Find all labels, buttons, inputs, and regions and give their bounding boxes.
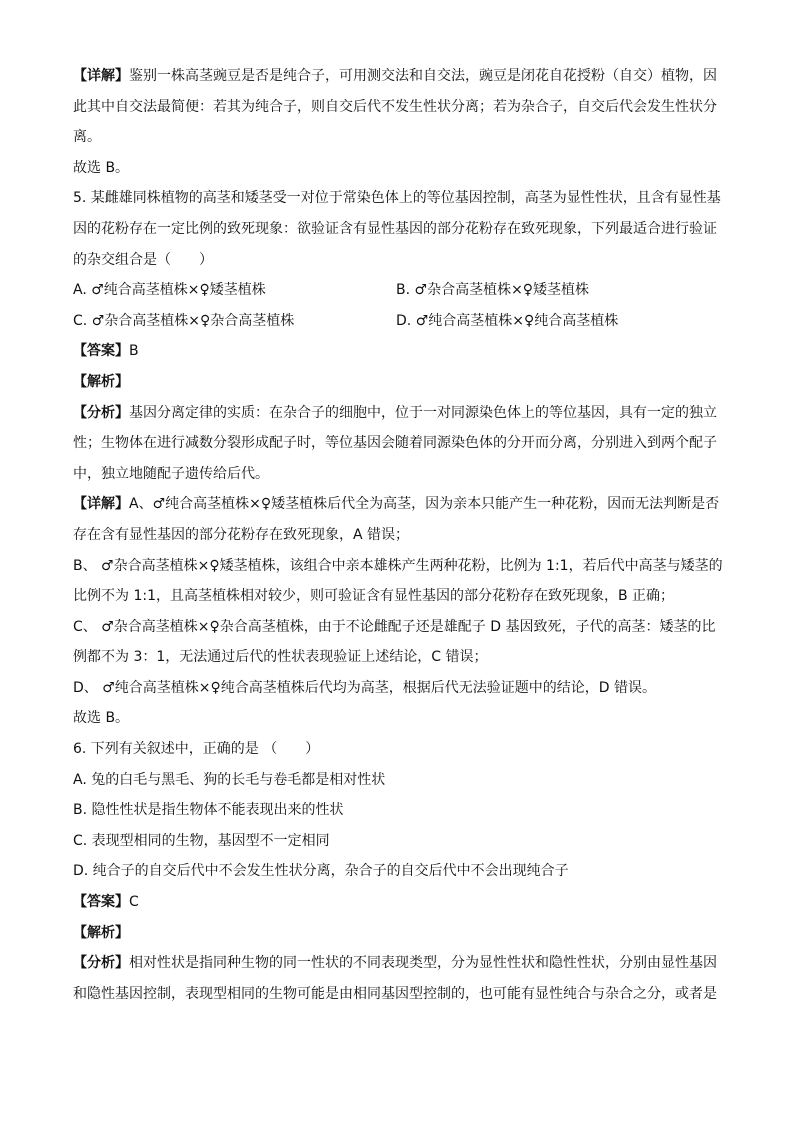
answer-tag: 【答案】 [73, 894, 129, 911]
line-text: 比例不为 1:1，且高茎植株相对较少，则可验证含有显性基因的部分花粉存在致死现象，B 正确； [73, 588, 675, 605]
text-line [73, 647, 722, 667]
option-d [396, 311, 719, 331]
text-line [73, 708, 722, 728]
analysis-tag: 【解析】 [73, 373, 129, 390]
option-text: ♂杂合高茎植株×♀矮茎植株 [414, 282, 590, 299]
question-stem-line: 6. 下列有关叙述中，正确的是 （ ） [73, 741, 320, 758]
line-text: 此其中自交法最简便：若其为纯合子，则自交后代不发生性状分离；若为杂合子，自交后代会发生性状分 [73, 98, 717, 115]
option-c [73, 311, 396, 331]
option-label: B. [396, 282, 411, 299]
answer-value: C [129, 894, 139, 911]
line-text: B、 ♂杂合高茎植株×♀矮茎植株，该组合中亲本雄株产生两种花粉，比例为 1:1，若后代中高茎与矮茎的 [73, 557, 723, 574]
text-line [73, 97, 722, 117]
line-text: 中，独立地随配子遗传给后代。 [73, 465, 269, 482]
text-line [73, 464, 722, 484]
answer-line [73, 341, 722, 361]
line-text: 存在含有显性基因的部分花粉存在致死现象，A 错误； [73, 526, 410, 543]
analysis-heading [73, 923, 722, 943]
text-line [73, 984, 722, 1004]
text-line [73, 403, 722, 423]
question-stem-line: 5. 某雌雄同株植物的高茎和矮茎受一对位于常染色体上的等位基因控制，高茎为显性性状，且含有显性基 [73, 190, 721, 207]
text-line [73, 66, 722, 86]
line-text: D、 ♂纯合高茎植株×♀纯合高茎植株后代均为高茎，根据后代无法验证题中的结论，D 错误。 [73, 679, 656, 696]
answer-value: B [129, 343, 139, 360]
text-line [73, 556, 722, 576]
line-text: 相对性状是指同种生物的同一性状的不同表现类型，分为显性性状和隐性性状，分别由显性基因 [129, 955, 717, 972]
option-text: ♂杂合高茎植株×♀杂合高茎植株 [91, 312, 295, 329]
line-text: 例都不为 3：1，无法通过后代的性状表现验证上述结论，C 错误； [73, 649, 488, 666]
question-5 [73, 188, 722, 728]
section-tag: 【分析】 [73, 404, 129, 421]
line-text: C、 ♂杂合高茎植株×♀杂合高茎植株，由于不论雌配子还是雄配子 D 基因致死，子代的高茎：矮茎的比 [73, 618, 716, 635]
line-text: 离。 [73, 129, 101, 146]
text-line [73, 525, 722, 545]
line-text: 鉴别一株高茎豌豆是否是纯合子，可用测交法和自交法，豌豆是闭花自花授粉（自交）植物，因 [129, 68, 717, 84]
option-label: C. [73, 312, 88, 329]
text-line [73, 433, 722, 453]
text-line [73, 494, 722, 514]
option-d: D. 纯合子的自交后代中不会发生性状分离，杂合子的自交后代中不会出现纯合子 [73, 863, 569, 880]
option-b: B. 隐性性状是指生物体不能表现出来的性状 [73, 802, 344, 819]
question-stem-line: 因的花粉存在一定比例的致死现象：欲验证含有显性基因的部分花粉存在致死现象，下列最适合进行验证 [73, 220, 717, 237]
line-text: 故选 B。 [73, 159, 130, 176]
options-row [73, 280, 722, 300]
text-line [73, 617, 722, 637]
line-text: 性；生物体在进行减数分裂形成配子时，等位基因会随着同源染色体的分开而分离，分别进入到两个配子 [73, 435, 717, 452]
line-text: A、♂纯合高茎植株×♀矮茎植株后代全为高茎，因为亲本只能产生一种花粉，因而无法判断是否 [129, 496, 720, 513]
option-text: ♂纯合高茎植株×♀纯合高茎植株 [415, 312, 619, 329]
option-label: A. [73, 282, 87, 299]
answer-line [73, 892, 722, 912]
line-text: 故选 B。 [73, 710, 130, 727]
options-row [73, 311, 722, 331]
option-b [396, 280, 719, 300]
text-line [73, 953, 722, 973]
q4-detail-section [73, 66, 722, 178]
text-line [73, 678, 722, 698]
question-stem-line: 的杂交组合是（ ） [73, 251, 213, 268]
text-line [73, 158, 722, 178]
question-6 [73, 739, 722, 1004]
option-a: A. 兔的白毛与黑毛、狗的长毛与卷毛都是相对性状 [73, 771, 386, 788]
answer-tag: 【答案】 [73, 343, 129, 360]
text-line [73, 127, 722, 147]
text-line [73, 586, 722, 606]
option-c: C. 表现型相同的生物，基因型不一定相同 [73, 832, 330, 849]
option-text: ♂纯合高茎植株×♀矮茎植株 [91, 282, 266, 299]
line-text: 和隐性基因控制，表现型相同的生物可能是由相同基因型控制的，也可能有显性纯合与杂合之分，或者是 [73, 985, 717, 1002]
section-tag: 【详解】 [73, 68, 129, 84]
option-label: D. [396, 312, 412, 329]
analysis-heading [73, 372, 722, 392]
option-a [73, 280, 396, 300]
line-text: 基因分离定律的实质：在杂合子的细胞中，位于一对同源染色体上的等位基因，具有一定的独立 [129, 404, 717, 421]
section-tag: 【分析】 [73, 955, 129, 972]
section-tag: 【详解】 [73, 496, 129, 513]
analysis-tag: 【解析】 [73, 924, 129, 941]
